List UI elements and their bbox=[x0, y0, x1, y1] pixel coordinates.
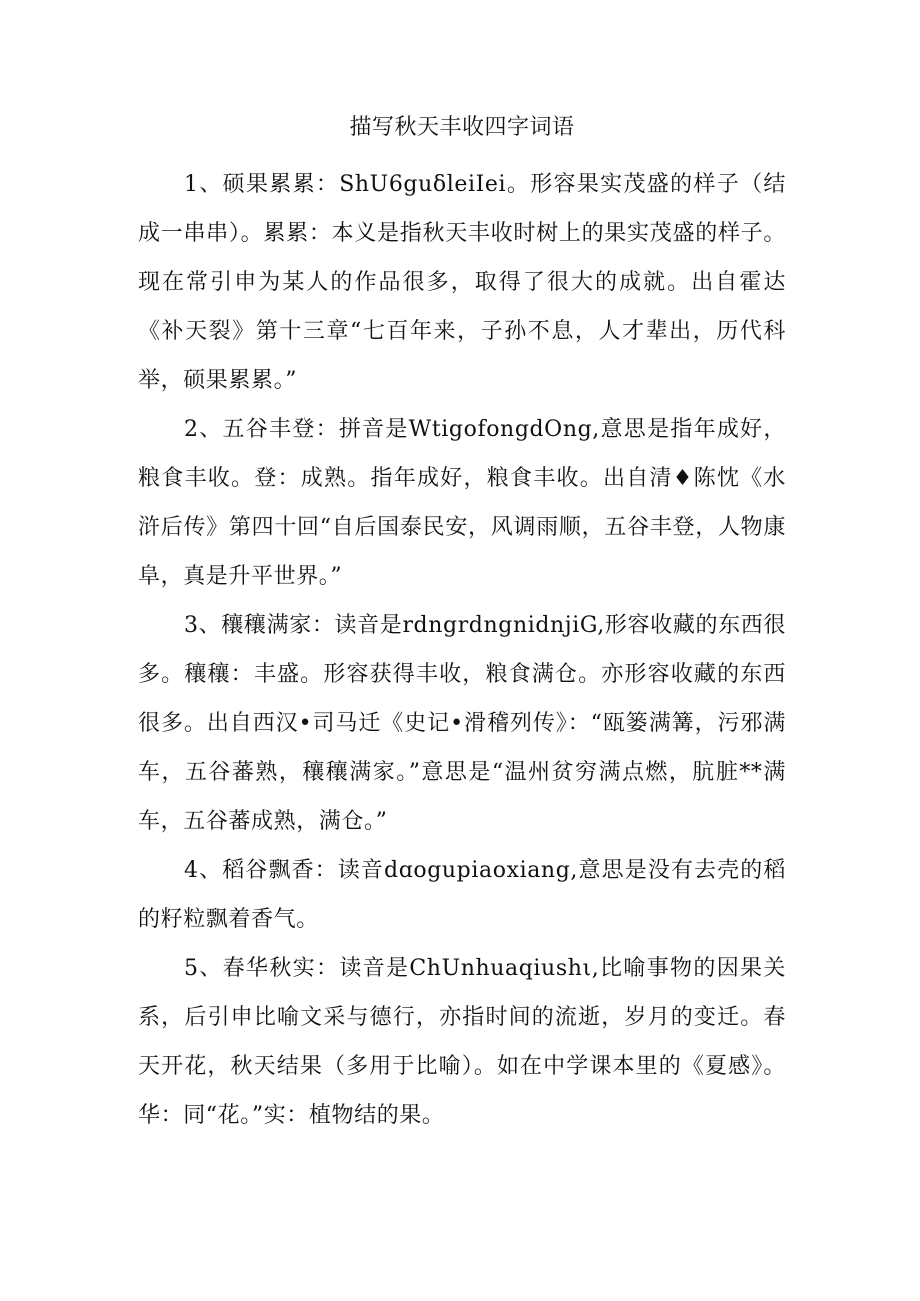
document-title: 描写秋天丰收四字词语 bbox=[349, 115, 575, 140]
paragraph-2: 2、五谷丰登：拼音是WtigofongdOng,意思是指年成好，粮食丰收。登：成熟。指年成好，粮食丰收。出自清♦陈忱《水浒后传》第四十回“自后国泰民安，风调雨顺，五谷丰登，人物康阜，真是升平世界。” bbox=[138, 417, 786, 589]
paragraph-1: 1、硕果累累：ShU6guδleiIei。形容果实茂盛的样子（结成一串串）。累累：本义是指秋天丰收时树上的果实茂盛的样子。现在常引申为某人的作品很多，取得了很大的成就。出自霍达《补天裂》第十三章“七百年来，子孙不息，人才辈出，历代科举，硕果累累。” bbox=[138, 172, 786, 393]
paragraph-3: 3、穰穰满家：读音是rdngrdngnidnjiG,形容收藏的东西很多。穰穰：丰盛。形容获得丰收，粮食满仓。亦形容收藏的东西很多。出自西汉•司马迁《史记•滑稽列传》：“瓯篓满篝，污邪满车，五谷蕃熟，穰穰满家。”意思是“温州贫穷满点燃，肮脏**满车，五谷蕃成熟，满仓。” bbox=[138, 613, 786, 834]
paragraph-5: 5、春华秋实：读音是ChUnhuaqiushι,比喻事物的因果关系，后引申比喻文采与德行，亦指时间的流逝，岁月的变迁。春天开花，秋天结果（多用于比喻）。如在中学课本里的《夏感》。华：同“花。”实：植物结的果。 bbox=[138, 956, 786, 1128]
paragraph-4: 4、稻谷飘香：读音dɑogupiaoxiang,意思是没有去壳的稻的籽粒飘着香气。 bbox=[138, 858, 786, 932]
